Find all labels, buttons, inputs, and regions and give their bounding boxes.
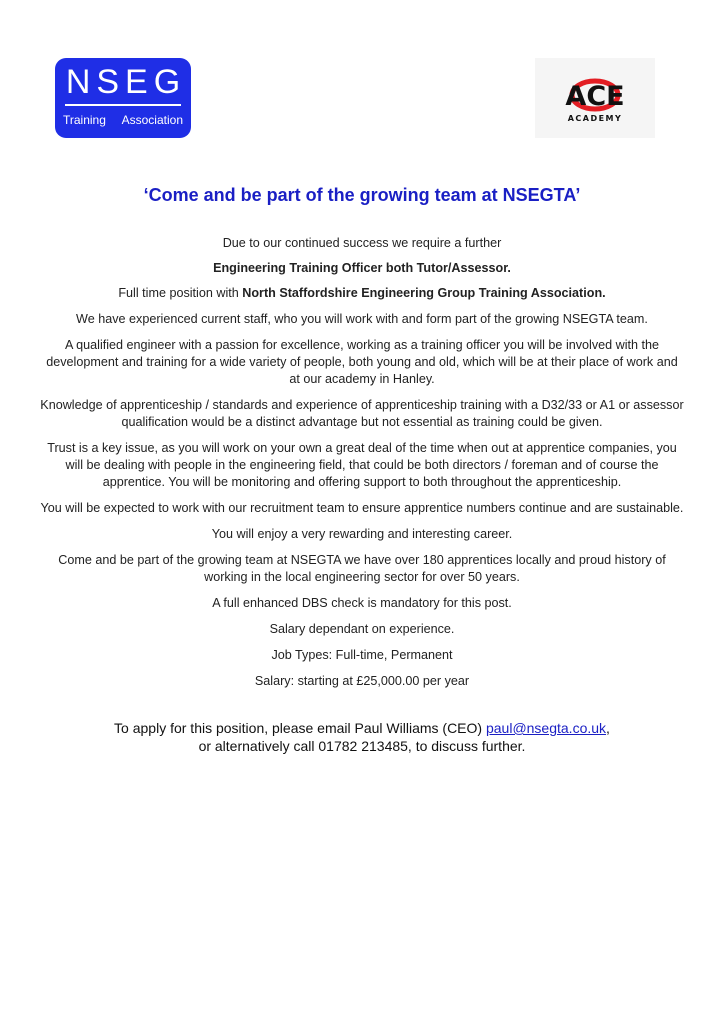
apply-prefix: To apply for this position, please email Paul Williams (CEO): [114, 720, 486, 736]
nseg-logo: [55, 58, 191, 138]
ace-logo-brand: ACE: [565, 81, 625, 112]
nseg-logo-word-association: Association: [121, 113, 183, 127]
ace-academy-logo: [535, 58, 655, 138]
apply-suffix: ,: [606, 720, 610, 736]
role-title: Engineering Training Officer both Tutor/Assessor.: [213, 261, 511, 275]
position-prefix: Full time position with: [118, 286, 243, 300]
ace-academy-logo-mark: [535, 58, 655, 138]
ace-logo-subtitle: ACADEMY: [567, 114, 623, 123]
intro-text: Due to our continued success we require a further: [222, 236, 502, 250]
paragraph-trust: Trust is a key issue, as you will work on your own a great deal of the time when out at apprentice companies, you will be dealing with people in the engineering field, that could be both directors / foreman and of course the apprentice. You will be monitoring and offering support to both throughout the apprenticeship.: [47, 441, 677, 489]
nseg-logo-brand: NSEG: [65, 63, 187, 101]
nseg-logo-subtitle: [63, 113, 183, 127]
paragraph-staff: We have experienced current staff, who you will work with and form part of the growing NSEGTA team.: [76, 312, 648, 326]
paragraph-salary-experience: Salary dependant on experience.: [269, 622, 455, 636]
nseg-logo-rule: [65, 104, 181, 106]
paragraph-knowledge: Knowledge of apprenticeship / standards and experience of apprenticeship training with a D32/33 or A1 or assessor qualification would be a distinct advantage but not essential as training could be given.: [40, 398, 684, 429]
paragraph-job-types: Job Types: Full-time, Permanent: [271, 648, 453, 662]
job-advert: [40, 184, 684, 755]
paragraph-dbs-check: A full enhanced DBS check is mandatory for this post.: [212, 596, 512, 610]
apply-line-2: or alternatively call 01782 213485, to discuss further.: [198, 738, 526, 754]
paragraph-qualified-engineer: A qualified engineer with a passion for excellence, working as a training officer you will be involved with the development and training for a wide variety of people, both young and old, which will be at their place of work and at our academy in Hanley.: [46, 338, 678, 386]
paragraph-salary: Salary: starting at £25,000.00 per year: [254, 674, 470, 688]
paragraph-recruitment: You will be expected to work with our recruitment team to ensure apprentice numbers continue and are sustainable.: [40, 501, 684, 515]
apply-instructions: [40, 719, 684, 755]
headline: ‘Come and be part of the growing team at NSEGTA’: [143, 185, 581, 205]
paragraph-career: You will enjoy a very rewarding and interesting career.: [211, 527, 513, 541]
email-link[interactable]: paul@nsegta.co.uk: [485, 720, 607, 736]
paragraph-growing-team: Come and be part of the growing team at NSEGTA we have over 180 apprentices locally and proud history of working in the local engineering sector for over 50 years.: [58, 553, 666, 584]
organisation-name: North Staffordshire Engineering Group Training Association.: [242, 286, 606, 300]
position-line: [40, 285, 684, 302]
apply-line-1: [40, 719, 684, 737]
nseg-logo-word-training: Training: [63, 113, 106, 127]
